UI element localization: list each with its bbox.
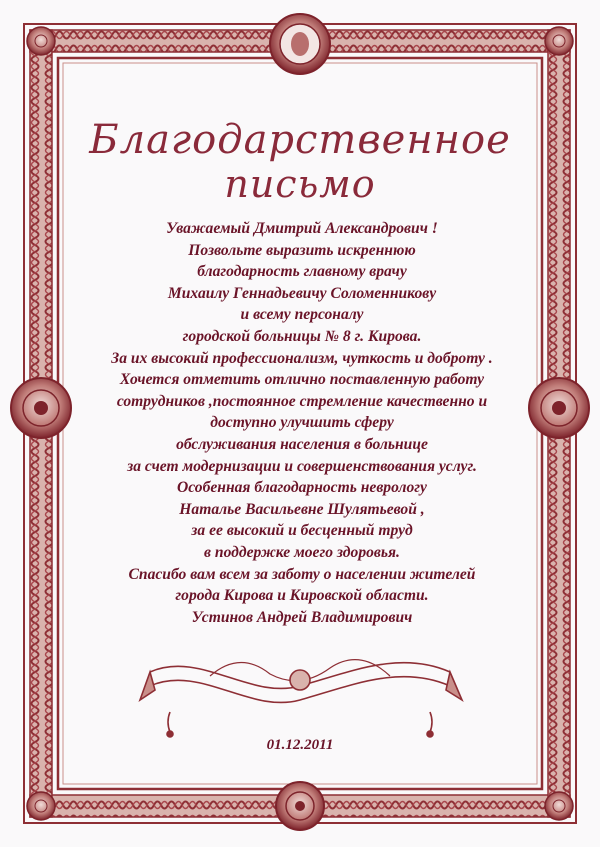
body-line: и всему персоналу	[240, 306, 364, 324]
body-line: доступно улучшить сферу	[210, 414, 394, 432]
body-line: за счет модернизации и совершенствования услуг.	[127, 457, 477, 475]
body-line: Спасибо вам всем за заботу о населении жителей	[128, 565, 476, 583]
scroll-ribbon-ornament	[140, 660, 462, 737]
body-line: Наталье Васильевне Шулятьевой ,	[179, 500, 425, 518]
title-line-2: письмо	[224, 162, 376, 206]
document-date: 01.12.2011	[266, 737, 334, 753]
body-line: города Кирова и Кировской области.	[175, 587, 429, 605]
letter-body	[92, 218, 512, 628]
body-line: Позвольте выразить искреннюю	[188, 241, 416, 259]
left-medallion	[11, 378, 71, 438]
title-line-1: Благодарственное	[89, 117, 511, 163]
body-line: Михаилу Геннадьевичу Соломенникову	[167, 284, 437, 302]
body-line: за ее высокий и бесценный труд	[191, 522, 413, 540]
right-medallion	[529, 378, 589, 438]
bottom-center-medallion	[276, 782, 324, 830]
body-line: Хочется отметить отлично поставленную работу	[119, 371, 485, 389]
body-line: обслуживания населения в больнице	[176, 435, 428, 453]
body-line: городской больницы № 8 г. Кирова.	[182, 327, 422, 345]
body-line: За их высокий профессионализм, чуткость и доброту .	[111, 349, 493, 367]
body-line: сотрудников ,постоянное стремление качественно и	[116, 392, 488, 410]
body-line: Уважаемый Дмитрий Александрович !	[166, 220, 438, 237]
signature-line: Устинов Андрей Владимирович	[191, 608, 413, 626]
document-title	[0, 118, 600, 206]
body-line: Особенная благодарность неврологу	[177, 479, 427, 497]
body-line: в поддержке моего здоровья.	[204, 543, 400, 561]
body-line: благодарность главному врачу	[197, 263, 407, 281]
top-center-medallion	[270, 14, 330, 74]
